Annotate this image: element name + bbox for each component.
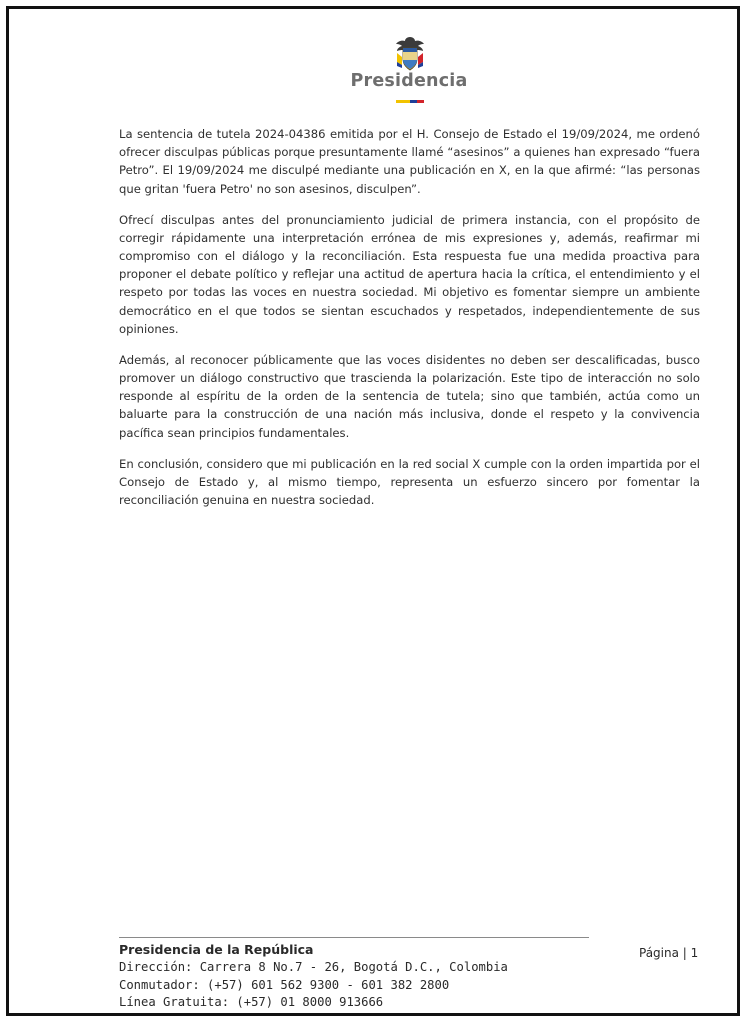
- footer-contact: [119, 941, 599, 1012]
- footer-organization: Presidencia de la República: [119, 942, 314, 957]
- footer-divider: [119, 937, 589, 938]
- footer-switchboard: Conmutador: (+57) 601 562 9300 - 601 382 2800: [119, 977, 450, 992]
- document-page: [6, 6, 740, 1016]
- footer-toll-free: Línea Gratuita: (+57) 01 8000 913666: [119, 995, 384, 1010]
- paragraph-1: La sentencia de tutela 2024-04386 emitida por el H. Consejo de Estado el 19/09/2024, me ordenó ofrecer disculpas públicas porque presuntamente llamé “asesinos” a quienes han expresado “fuera Petro”. El 19/09/2024 me disculpé mediante una publicación en X, en la que afirmé: “las personas que gritan 'fuera Petro' no son asesinos, disculpen”.: [119, 127, 700, 196]
- flag-blue-stripe: [410, 100, 417, 103]
- flag-red-stripe: [417, 100, 424, 103]
- paragraph-4: En conclusión, considero que mi publicación en la red social X cumple con la orden impartida por el Consejo de Estado y, al mismo tiempo, representa un esfuerzo sincero por fomentar la reconciliación genuina en nuestra sociedad.: [119, 456, 700, 508]
- brand-title: Presidencia: [350, 71, 468, 91]
- footer-address: Dirección: Carrera 8 No.7 - 26, Bogotá D.C., Colombia: [119, 959, 508, 974]
- paragraph-3: Además, al reconocer públicamente que las voces disidentes no deben ser descalificadas, busco promover un diálogo constructivo que trascienda la polarización. Este tipo de interacción no solo responde al espíritu de la orden de la sentencia de tutela; sino que también, actúa como un baluarte para la construcción de una nación más inclusiva, donde el respeto y la convivencia pacífica sean principios fundamentales.: [119, 352, 700, 440]
- letter-body: [119, 125, 700, 522]
- paragraph-2: Ofrecí disculpas antes del pronunciamiento judicial de primera instancia, con el propósito de corregir rápidamente una interpretación errónea de mis expresiones y, además, reafirmar mi compromiso con el diálogo y la reconciliación. Esta respuesta fue una medida proactiva para proponer el debate político y reflejar una actitud de apertura hacia la crítica, el entendimiento y el respeto por todas las voces en nuestra sociedad. Mi objetivo es fomentar siempre un ambiente democrático en el que todos se sientan escuchados y respetados, independientemente de sus opiniones.: [119, 212, 700, 336]
- flag-yellow-stripe: [396, 100, 410, 103]
- colombia-flag-bar: [396, 100, 424, 103]
- colombia-coat-of-arms-icon: [393, 35, 427, 73]
- page-number: Página | 1: [639, 946, 699, 960]
